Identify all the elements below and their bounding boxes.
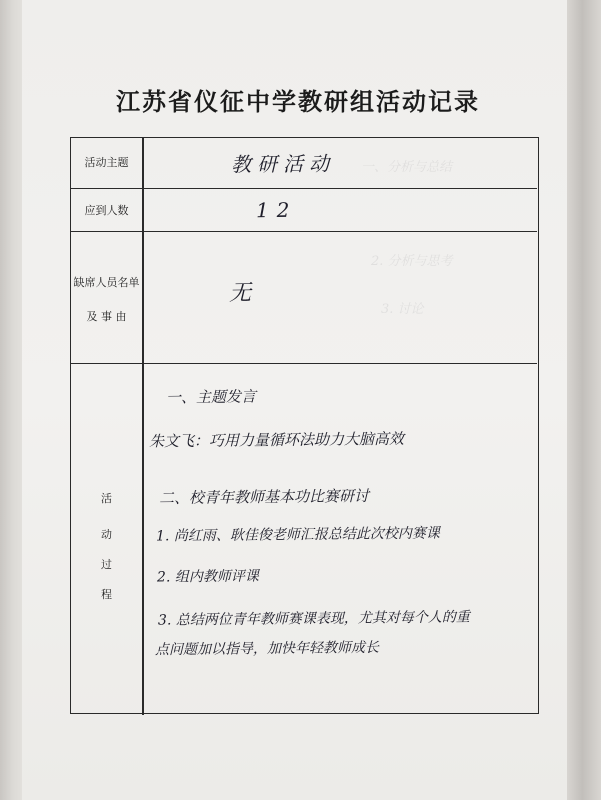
process-line: 一、主题发言	[165, 387, 257, 407]
process-line: 1. 尚红雨、耿佳俊老师汇报总结此次校内赛课	[155, 525, 440, 545]
process-line: 二、校青年教师基本功比赛研讨	[158, 486, 370, 508]
page-title: 江苏省仪征中学教研组活动记录	[116, 87, 480, 116]
binder-right-edge	[567, 0, 601, 800]
show-through-text: 3. 讨论	[381, 302, 424, 317]
expected-count-label: 应到人数	[84, 204, 129, 217]
absent-value: 无	[228, 280, 252, 307]
process-label-char: 动	[101, 528, 112, 541]
expected-count-value: 12	[255, 197, 298, 223]
process-label-char: 程	[101, 588, 112, 601]
show-through-text: 2. 分析与思考	[371, 254, 453, 269]
absent-label-line2: 及 事 由	[86, 310, 127, 323]
column-divider	[142, 138, 144, 715]
topic-label: 活动主题	[84, 156, 129, 169]
row-divider	[71, 363, 537, 364]
process-line: 点问题加以指导，加快年轻教师成长	[154, 639, 380, 659]
row-divider	[71, 231, 537, 232]
process-line: 2. 组内教师评课	[156, 568, 259, 586]
topic-value: 教研活动	[230, 151, 336, 177]
activity-record-form	[70, 137, 539, 714]
document-page	[22, 0, 574, 800]
process-line: 3. 总结两位青年教师赛课表现，尤其对每个人的重	[157, 609, 470, 629]
process-label-char: 过	[101, 558, 112, 571]
binder-left-edge	[0, 0, 22, 800]
show-through-text: 一、分析与总结	[361, 160, 453, 175]
process-label-char: 活	[101, 492, 112, 505]
row-divider	[71, 188, 537, 189]
process-line: 朱文飞：巧用力量循环法助力大脑高效	[148, 429, 405, 451]
absent-label-line1: 缺席人员名单	[73, 276, 140, 289]
